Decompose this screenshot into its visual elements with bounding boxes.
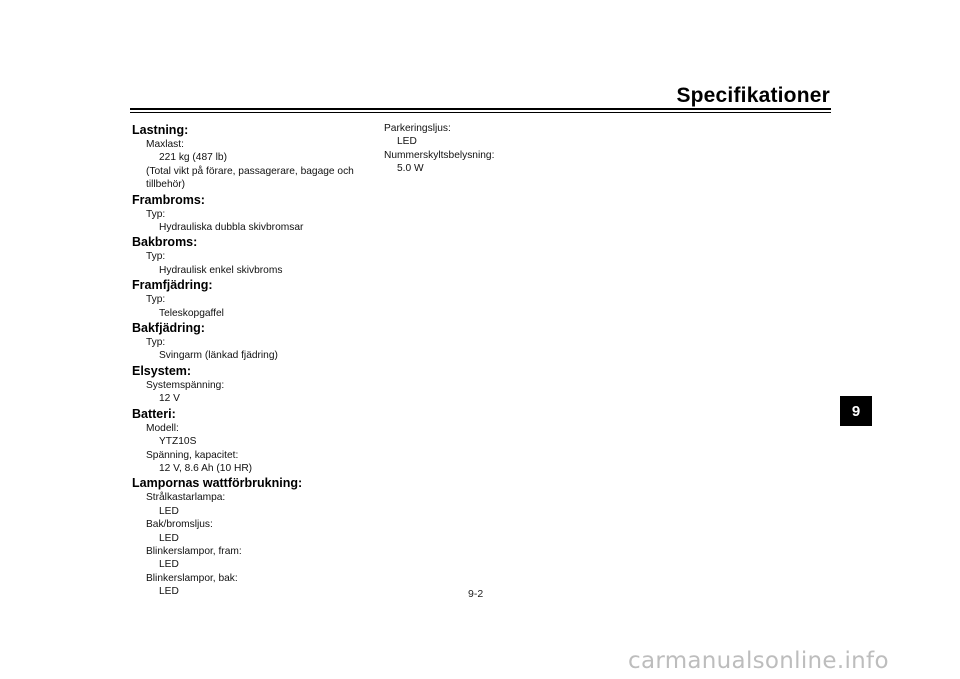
spec-value: Hydraulisk enkel skivbroms <box>159 264 283 276</box>
spec-label: Strålkastarlampa: <box>146 492 226 504</box>
section-heading-framfjadring: Framfjädring: <box>132 278 213 293</box>
spec-label: Typ: <box>146 294 166 306</box>
spec-label: Maxlast: <box>146 139 184 150</box>
section-heading-lampor: Lampornas wattförbrukning: <box>132 476 303 491</box>
watermark: carmanualsonline.info <box>628 648 889 674</box>
spec-label: Blinkerslampor, bak: <box>146 572 238 584</box>
spec-label: Nummerskyltsbelysning: <box>384 149 495 161</box>
page-number: 9-2 <box>468 588 484 600</box>
spec-label: Systemspänning: <box>146 379 225 391</box>
header-rule-thick <box>130 108 831 110</box>
spec-value: LED <box>159 505 179 517</box>
spec-value: 12 V, 8.6 Ah (10 HR) <box>159 462 253 474</box>
spec-value: Hydrauliska dubbla skivbromsar <box>159 222 304 234</box>
section-heading-lastning: Lastning: <box>132 123 189 137</box>
spec-label: Modell: <box>146 422 179 434</box>
spec-value: YTZ10S <box>159 436 197 448</box>
section-heading-elsystem: Elsystem: <box>132 363 192 378</box>
spec-value: 221 kg (487 lb) <box>159 152 227 164</box>
spec-label: Blinkerslampor, fram: <box>146 545 242 557</box>
spec-value: Teleskopgaffel <box>159 307 224 319</box>
spec-value: LED <box>159 586 179 598</box>
section-heading-bakbroms: Bakbroms: <box>132 235 198 250</box>
spec-value: LED <box>159 532 179 544</box>
spec-value: LED <box>397 136 417 148</box>
spec-value: Svingarm (länkad fjädring) <box>159 350 278 362</box>
spec-value: 12 V <box>159 393 180 405</box>
spec-label: Typ: <box>146 251 166 263</box>
spec-label: Spänning, kapacitet: <box>146 449 239 461</box>
spec-label: Parkeringsljus: <box>384 123 451 134</box>
section-heading-frambroms: Frambroms: <box>132 192 205 207</box>
spec-column-right <box>384 122 624 176</box>
spec-label: Bak/bromsljus: <box>146 519 213 531</box>
spec-note: (Total vikt på förare, passagerare, bagage och tillbehör) <box>146 165 354 191</box>
spec-column-left <box>132 122 372 599</box>
page-title: Specifikationer <box>676 84 830 107</box>
spec-label: Typ: <box>146 337 166 349</box>
spec-value: 5.0 W <box>397 163 424 175</box>
chapter-tab: 9 <box>840 396 872 426</box>
section-heading-bakfjadring: Bakfjädring: <box>132 321 205 336</box>
section-heading-batteri: Batteri: <box>132 406 176 421</box>
spec-label: Typ: <box>146 208 166 220</box>
spec-value: LED <box>159 559 179 571</box>
header-rule-thin <box>130 112 831 113</box>
